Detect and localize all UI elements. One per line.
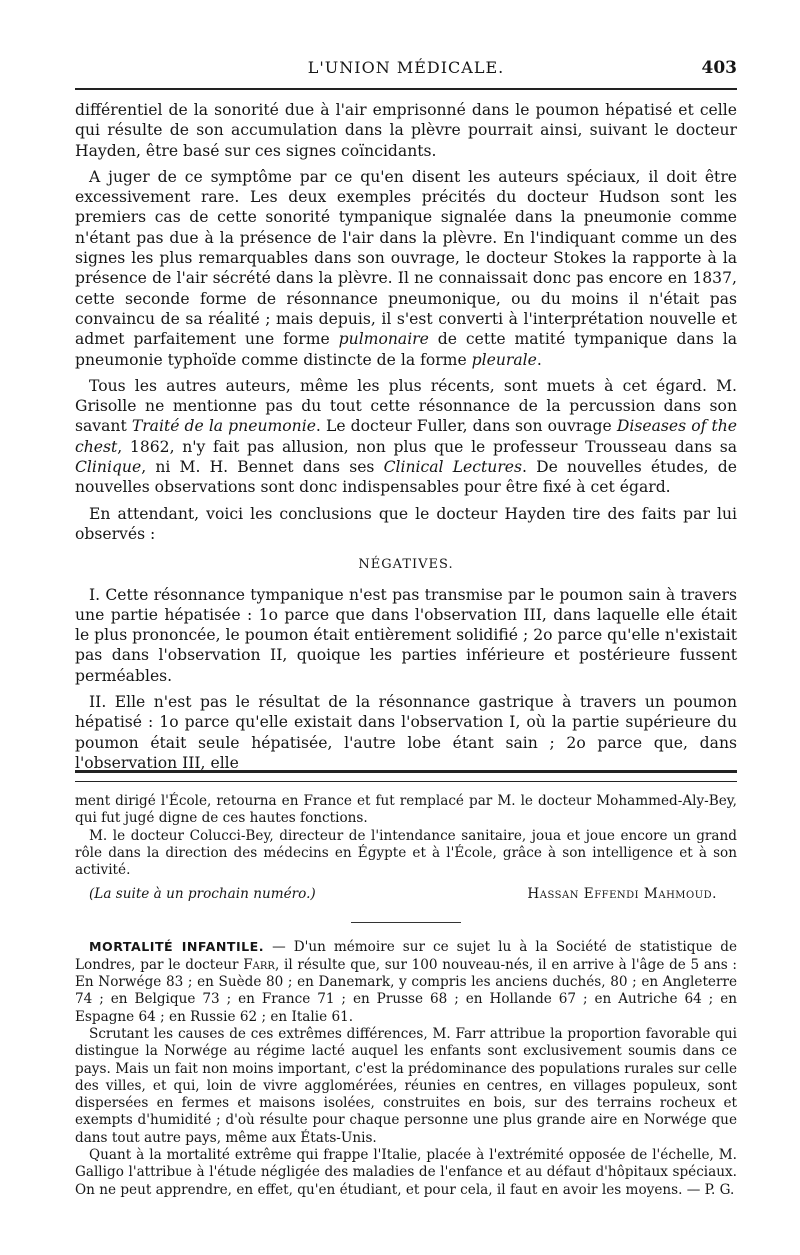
running-head	[75, 58, 737, 84]
italic-clinique: Clinique	[75, 458, 142, 477]
page-number: 403	[701, 58, 737, 78]
paragraph-conclusion-2: II. Elle n'est pas le résultat de la résonnance gastrique à travers un poumon hépatisé : 1o parce qu'elle existait dans l'observation I, où la partie supérieure du poumon était seule hépatisée, l'autre lobe étant sain ; 2o parce que, dans l'observation III, elle	[75, 693, 737, 772]
paragraph-3-text-d: , ni M. H. Bennet dans ses	[141, 458, 375, 477]
italic-pleurale: pleurale	[471, 350, 537, 369]
signature-row	[75, 886, 737, 908]
italic-traite-pneumonie: Traité de la pneumonie	[131, 417, 316, 436]
header-rule	[75, 88, 737, 90]
paragraph-3	[75, 376, 737, 498]
author-farr: Farr	[243, 956, 275, 973]
paragraph-2-text-c: .	[536, 350, 542, 369]
feuilleton-separator-rule	[75, 770, 737, 782]
lower-section	[75, 793, 737, 1199]
continuation-paragraph-1: ment dirigé l'École, retourna en France et fut remplacé par M. le docteur Mohammed-Aly-Bey, qui fut jugé digne de ces hautes fonctions.	[75, 793, 737, 827]
mortality-paragraph-3: Quant à la mortalité extrême qui frappe l'Italie, placée à l'extrémité opposée de l'échelle, M. Galligo l'attribue à l'étude négligée des maladies de l'enfance et au défaut d'hôpitaux spéciaux. On ne peut apprendre, en effet, qu'en étudiant, et pour cela, il faut en avoir les moyens. — P. G.	[75, 1147, 737, 1198]
mortality-paragraph-2: Scrutant les causes de ces extrêmes différences, M. Farr attribue la proportion favorable qui distingue la Norwége au régime lacté auquel les enfants sont exclusivement soumis dans ce pays. Mais un fait non moins important, c'est la prédominance des populations rurales sur celle des villes, et qui, loin de vivre agglomérées, réunies en centres, en villages populeux, sont dispersées en fermes et maisons isolées, construites en bois, sur des terrains rocheux et exempts d'humidité ; d'où résulte pour chaque personne une plus grande aire en Norwége que dans tout autre pays, même aux États-Unis.	[75, 1025, 737, 1146]
italic-diseases-chest: Diseases of the chest	[75, 417, 737, 456]
mortality-text-a: — D'un mémoire sur ce sujet lu à la Société de statistique de Londres, par le docteur	[75, 939, 738, 973]
paragraph-3-text-e: . De nouvelles études, de nouvelles observations sont donc indispensables pour être fixé à cet égard.	[75, 458, 737, 497]
paragraph-2-text-b: de cette matité tympanique dans la pneumonie typhoïde comme distincte de la forme	[75, 330, 737, 369]
paragraph-1: différentiel de la sonorité due à l'air emprisonné dans le poumon hépatisé et celle qui résulte de son accumulation dans la plèvre pourrait ainsi, suivant le docteur Hayden, être basé sur ces signes coïncidants.	[75, 101, 737, 160]
to-be-continued-note: (La suite à un prochain numéro.)	[89, 886, 316, 903]
paragraph-2	[75, 167, 737, 370]
section-heading-negatives: NÉGATIVES.	[358, 557, 454, 573]
mortality-paragraph-1	[75, 938, 737, 1025]
paragraph-2-text-a: A juger de ce symptôme par ce qu'en disent les auteurs spéciaux, il doit être excessivement rare. Les deux exemples précités du docteur Hudson sont les premiers cas de cette sonorité tympanique signalée dans la pneumonie comme n'étant pas due à la présence de l'air dans la plèvre. En l'indiquant comme un des signes les plus remarquables dans son ouvrage, le docteur Stokes la rapporte à la présence de l'air sécrété dans la plèvre. Il ne connaissait donc pas encore en 1837, cette seconde forme de résonnance pneumonique, ou du moins il n'était pas convaincu de sa réalité ; mais depuis, il s'est converti à l'interprétation nouvelle et admet parfaitement une forme	[75, 167, 737, 349]
mortality-text-b: , il résulte que, sur 100 nouveau-nés, il en arrive à l'âge de 5 ans : En Norwége 83 ; en Suède 80 ; en Danemark, y compris les anciens duchés, 80 ; en Angleterre 74 ; en Belgique 73 ; en France 71 ; en Prusse 68 ; en Hollande 67 ; en Autriche 64 ; en Espagne 64 ; en Russie 62 ; en Italie 61.	[75, 956, 737, 1025]
italic-pulmonaire: pulmonaire	[338, 330, 429, 349]
paragraph-3-text-b: . Le docteur Fuller, dans son ouvrage	[315, 417, 612, 436]
short-divider-rule	[351, 922, 461, 923]
paragraph-3-text-a: Tous les autres auteurs, même les plus récents, sont muets à cet égard. M. Grisolle ne mentionne pas du tout cette résonnance de la percussion dans son savant	[75, 376, 737, 436]
main-article-text	[75, 100, 737, 773]
author-signature: Hassan Effendi Mahmoud.	[527, 886, 717, 903]
mortality-heading: MORTALITÉ INFANTILE.	[89, 939, 265, 955]
journal-title: L'UNION MÉDICALE.	[307, 58, 505, 77]
paragraph-3-text-c: , 1862, n'y fait pas allusion, non plus que le professeur Trousseau dans sa	[117, 437, 737, 456]
continuation-paragraph-2: M. le docteur Colucci-Bey, directeur de l'intendance sanitaire, joua et joue encore un grand rôle dans la direction des médecins en Égypte et à l'École, grâce à son intelligence et à son activité.	[75, 827, 737, 879]
paragraph-conclusion-1: I. Cette résonnance tympanique n'est pas transmise par le poumon sain à travers une partie hépatisée : 1o parce que dans l'observation III, dans laquelle elle était le plus prononcée, le poumon était entièrement solidifié ; 2o parce qu'elle n'existait pas dans l'observation II, quoique les parties inférieure et postérieure fussent perméables.	[75, 585, 737, 685]
paragraph-4: En attendant, voici les conclusions que le docteur Hayden tire des faits par lui observés :	[75, 504, 737, 543]
italic-clinical-lectures: Clinical Lectures	[383, 458, 523, 477]
